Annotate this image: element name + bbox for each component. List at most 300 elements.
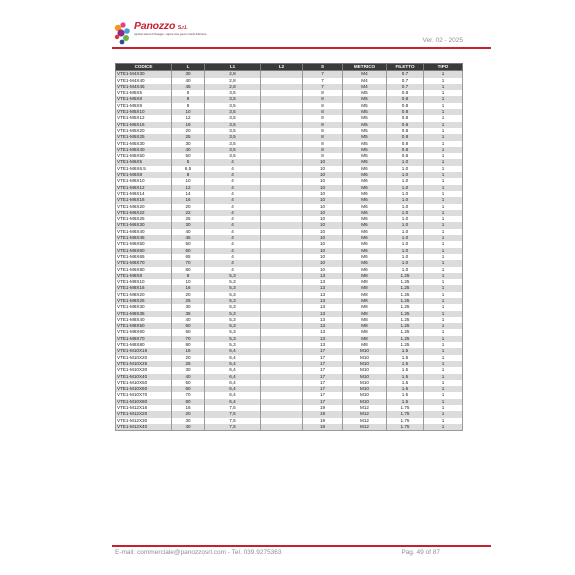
table-cell: M5	[343, 141, 387, 147]
table-cell: 1	[424, 115, 463, 121]
table-cell: M5	[343, 115, 387, 121]
table-cell: 10	[303, 210, 343, 216]
table-cell: VTE1-M10X25	[116, 361, 172, 367]
table-cell: 1	[424, 380, 463, 386]
table-cell: 50	[172, 323, 205, 329]
table-cell: 80	[172, 399, 205, 405]
table-cell: 6,4	[205, 386, 261, 392]
table-cell: VTE1-M10X70	[116, 392, 172, 398]
table-cell: 17	[303, 399, 343, 405]
table-cell: 0.8	[387, 128, 424, 134]
table-cell: M12	[343, 424, 387, 431]
table-cell: 1.5	[387, 380, 424, 386]
table-cell: 5,3	[205, 304, 261, 310]
table-cell: 8	[303, 128, 343, 134]
table-cell: M6	[343, 222, 387, 228]
table-cell: 10	[172, 109, 205, 115]
table-cell: 0.7	[387, 78, 424, 84]
table-cell: 60	[172, 329, 205, 335]
table-cell: 20	[172, 411, 205, 417]
table-cell: 40	[172, 78, 205, 84]
table-cell: 1.25	[387, 292, 424, 298]
table-cell: VTE1-M10X20	[116, 355, 172, 361]
table-cell: M8	[343, 329, 387, 335]
table-cell: 1	[424, 348, 463, 354]
table-cell: M6	[343, 178, 387, 184]
table-cell: 16	[172, 197, 205, 203]
table-cell: 1	[424, 153, 463, 159]
footer-divider	[112, 545, 491, 547]
brand-suffix: S.r.l.	[177, 25, 188, 31]
table-cell: 0.8	[387, 141, 424, 147]
table-cell: 45	[172, 84, 205, 90]
table-cell: 1.0	[387, 248, 424, 254]
table-cell: 7,5	[205, 418, 261, 424]
table-cell: 8	[303, 141, 343, 147]
table-cell: M6	[343, 172, 387, 178]
table-cell: 1	[424, 71, 463, 78]
table-cell: 10	[303, 197, 343, 203]
table-cell: VTE1-M8X20	[116, 292, 172, 298]
table-cell: 1.75	[387, 424, 424, 431]
table-cell: 4	[205, 166, 261, 172]
table-cell: M6	[343, 166, 387, 172]
table-cell: 13	[303, 298, 343, 304]
table-cell: 0.7	[387, 71, 424, 78]
table-cell: 1	[424, 424, 463, 431]
table-cell: VTE1-M8X16	[116, 285, 172, 291]
table-cell: 30	[172, 367, 205, 373]
table-cell: VTE1-M10X40	[116, 374, 172, 380]
table-cell: 2,8	[205, 78, 261, 84]
table-cell: M6	[343, 197, 387, 203]
table-cell: VTE1-M6X70	[116, 260, 172, 266]
table-cell: 1	[424, 185, 463, 191]
table-cell: VTE1-M6X80	[116, 267, 172, 273]
table-cell: 1	[424, 336, 463, 342]
table-cell: 13	[303, 323, 343, 329]
table-cell: 25	[172, 216, 205, 222]
table-cell: 1.25	[387, 311, 424, 317]
table-cell: VTE1-M8X60	[116, 329, 172, 335]
table-cell: 8	[303, 122, 343, 128]
table-cell: 10	[303, 254, 343, 260]
table-cell: 1	[424, 374, 463, 380]
table-cell: 1.0	[387, 210, 424, 216]
table-cell: 1.25	[387, 279, 424, 285]
table-cell: 1.5	[387, 392, 424, 398]
table-cell: 19	[303, 418, 343, 424]
table-cell: M6	[343, 248, 387, 254]
table-cell: 10	[303, 159, 343, 165]
table-cell: M6	[343, 254, 387, 260]
table-cell: M6	[343, 159, 387, 165]
table-cell: VTE1-M6X20	[116, 204, 172, 210]
table-cell: M6	[343, 191, 387, 197]
table-cell: 10	[303, 248, 343, 254]
column-header: S	[303, 64, 343, 71]
table-cell: 4	[205, 254, 261, 260]
table-cell: 1.0	[387, 166, 424, 172]
table-cell: 1.25	[387, 298, 424, 304]
table-cell: 1	[424, 273, 463, 279]
table-cell: 13	[303, 329, 343, 335]
column-header: L1	[205, 64, 261, 71]
table-cell: 7	[303, 71, 343, 78]
table-cell: M10	[343, 348, 387, 354]
table-cell: 4	[205, 260, 261, 266]
table-cell: 1	[424, 204, 463, 210]
table-cell: VTE1-M8X10	[116, 279, 172, 285]
table-cell: 1.25	[387, 285, 424, 291]
table-cell: 1.5	[387, 355, 424, 361]
table-cell: 1	[424, 342, 463, 348]
table-cell: 1	[424, 90, 463, 96]
document-version: Ver. 02 - 2025	[422, 37, 463, 44]
table-cell: 1	[424, 197, 463, 203]
table-cell: VTE1-M8X25	[116, 298, 172, 304]
table-cell: 10	[303, 191, 343, 197]
table-cell: 1.0	[387, 185, 424, 191]
table-cell: 1	[424, 172, 463, 178]
table-cell: 6,4	[205, 374, 261, 380]
table-cell: 6,4	[205, 380, 261, 386]
table-cell: 3,5	[205, 128, 261, 134]
table-cell: VTE1-M8X40	[116, 317, 172, 323]
table-cell: M8	[343, 298, 387, 304]
table-cell: 70	[172, 260, 205, 266]
table-cell: M10	[343, 361, 387, 367]
table-cell: 10	[303, 178, 343, 184]
table-cell: M6	[343, 260, 387, 266]
table-cell: VTE1-M5X5	[116, 90, 172, 96]
table-cell: 1	[424, 355, 463, 361]
table-cell: M10	[343, 399, 387, 405]
table-cell: 22	[172, 210, 205, 216]
table-cell: 4	[205, 210, 261, 216]
table-row	[116, 71, 463, 78]
table-cell: 1	[424, 235, 463, 241]
table-cell: VTE1-M6X30	[116, 222, 172, 228]
table-cell: 5	[172, 90, 205, 96]
table-cell: M12	[343, 418, 387, 424]
table-cell: 3,5	[205, 134, 261, 140]
table-cell: 0.8	[387, 103, 424, 109]
table-cell: M6	[343, 267, 387, 273]
table-cell: 1.0	[387, 216, 424, 222]
table-cell: VTE1-M6X25	[116, 216, 172, 222]
table-cell: VTE1-M12X40	[116, 424, 172, 431]
table-cell: 1	[424, 178, 463, 184]
table-cell: 1	[424, 298, 463, 304]
table-cell: 30	[172, 222, 205, 228]
table-cell: 6,4	[205, 392, 261, 398]
table-cell: 65	[172, 254, 205, 260]
table-cell: 1.75	[387, 405, 424, 411]
table-cell: 10	[303, 267, 343, 273]
table-cell: 8	[172, 96, 205, 102]
table-cell: 10	[303, 260, 343, 266]
table-cell: 1	[424, 128, 463, 134]
table-cell: 10	[303, 241, 343, 247]
table-cell: 6,4	[205, 355, 261, 361]
table-cell: 1	[424, 260, 463, 266]
table-cell: 13	[303, 285, 343, 291]
table-cell: 7,5	[205, 405, 261, 411]
table-cell: 10	[303, 185, 343, 191]
table-cell: 6,4	[205, 361, 261, 367]
table-cell: 1	[424, 134, 463, 140]
table-cell: 5,3	[205, 336, 261, 342]
table-cell: 1.0	[387, 254, 424, 260]
table-cell: 4	[205, 178, 261, 184]
table-cell: 1.0	[387, 159, 424, 165]
table-cell: 5,3	[205, 329, 261, 335]
table-cell: 1.5	[387, 361, 424, 367]
table-cell: 1.25	[387, 342, 424, 348]
table-cell: 1.0	[387, 172, 424, 178]
table-cell: 2,8	[205, 84, 261, 90]
table-cell: 4	[205, 204, 261, 210]
table-cell: 3,5	[205, 147, 261, 153]
table-cell: VTE1-M10X50	[116, 380, 172, 386]
table-cell: 10	[303, 235, 343, 241]
header-divider	[112, 47, 491, 49]
table-cell: 1.5	[387, 399, 424, 405]
table-cell: VTE1-M4X30	[116, 71, 172, 78]
table-cell: VTE1-M10X16	[116, 348, 172, 354]
table-cell: M10	[343, 380, 387, 386]
table-cell: 0.8	[387, 122, 424, 128]
table-cell: 0.7	[387, 84, 424, 90]
table-cell: 8	[303, 134, 343, 140]
table-cell: 13	[303, 317, 343, 323]
table-cell: 1.5	[387, 348, 424, 354]
table-cell: VTE1-M12X16	[116, 405, 172, 411]
table-cell: 4	[205, 185, 261, 191]
table-cell: 7	[303, 78, 343, 84]
table-cell: M4	[343, 78, 387, 84]
table-cell: 13	[303, 311, 343, 317]
table-cell: 25	[172, 361, 205, 367]
table-cell: M6	[343, 229, 387, 235]
table-cell: 1	[424, 399, 463, 405]
table-cell: 1.25	[387, 329, 424, 335]
table-cell: 1.25	[387, 336, 424, 342]
table-cell: 12	[172, 115, 205, 121]
table-cell: 1.5	[387, 367, 424, 373]
table-cell: M5	[343, 147, 387, 153]
table-cell: 10	[172, 178, 205, 184]
table-cell: 10	[303, 229, 343, 235]
table-cell: 1	[424, 166, 463, 172]
table-cell: 25	[172, 298, 205, 304]
table-cell: 1	[424, 405, 463, 411]
table-cell: 1	[424, 216, 463, 222]
table-cell: 40	[172, 424, 205, 431]
table-cell: VTE1-M5X8	[116, 96, 172, 102]
table-cell: 8	[172, 273, 205, 279]
table-cell: 1	[424, 84, 463, 90]
table-cell: 6,4	[205, 348, 261, 354]
table-cell: 10	[303, 172, 343, 178]
table-cell: 10	[303, 166, 343, 172]
table-cell: 45	[172, 235, 205, 241]
table-cell: VTE1-M4X45	[116, 84, 172, 90]
table-cell: 1	[424, 103, 463, 109]
table-cell: 7	[303, 84, 343, 90]
table-cell: VTE1-M5X16	[116, 122, 172, 128]
table-cell: 1	[424, 191, 463, 197]
table-cell: 70	[172, 336, 205, 342]
table-cell: 3,5	[205, 103, 261, 109]
table-cell: 1	[424, 361, 463, 367]
table-row	[116, 424, 463, 431]
table-cell: 5,3	[205, 285, 261, 291]
table-cell: VTE1-M8X8	[116, 273, 172, 279]
table-cell: M8	[343, 317, 387, 323]
table-cell: 17	[303, 367, 343, 373]
table-cell: 8	[303, 103, 343, 109]
table-cell: 17	[303, 348, 343, 354]
table-cell: 50	[172, 380, 205, 386]
table-cell: VTE1-M6X12	[116, 185, 172, 191]
table-cell: 1	[424, 367, 463, 373]
table-cell: 1.75	[387, 418, 424, 424]
table-cell: VTE1-M10X60	[116, 386, 172, 392]
column-header: CODICE	[116, 64, 172, 71]
table-cell: M5	[343, 96, 387, 102]
table-cell: M8	[343, 279, 387, 285]
table-cell: 1.0	[387, 235, 424, 241]
table-cell: M8	[343, 342, 387, 348]
table-cell: 3,5	[205, 115, 261, 121]
table-cell: 1	[424, 317, 463, 323]
table-cell: 3,5	[205, 96, 261, 102]
table-cell: 1	[424, 386, 463, 392]
table-cell: VTE1-M5X25	[116, 134, 172, 140]
table-cell: 0.8	[387, 109, 424, 115]
table-cell: M5	[343, 122, 387, 128]
table-cell: 4	[205, 222, 261, 228]
table-cell: 10	[303, 222, 343, 228]
table-cell: VTE1-M6X60	[116, 248, 172, 254]
table-cell: VTE1-M12X30	[116, 418, 172, 424]
table-cell: 10	[172, 279, 205, 285]
table-cell: M5	[343, 109, 387, 115]
table-cell: 8	[303, 153, 343, 159]
brand-tagline: ogniweb sistemi di fissaggio - ragione viste guerre ricambi bulloneria	[134, 33, 207, 36]
table-cell: VTE1-M5X20	[116, 128, 172, 134]
table-cell: M10	[343, 355, 387, 361]
column-header: TIPO	[424, 64, 463, 71]
table-cell: M8	[343, 273, 387, 279]
table-cell: 1	[424, 229, 463, 235]
table-cell	[261, 424, 303, 431]
table-cell: 1	[424, 159, 463, 165]
table-cell: 3,5	[205, 109, 261, 115]
table-cell: 40	[172, 229, 205, 235]
table-cell: 1.0	[387, 229, 424, 235]
table-cell: 1	[424, 241, 463, 247]
table-cell: VTE1-M6X14	[116, 191, 172, 197]
table-cell: 1	[424, 311, 463, 317]
table-cell: 1.5	[387, 386, 424, 392]
table-cell: M5	[343, 90, 387, 96]
table-cell: M8	[343, 292, 387, 298]
table-cell: M6	[343, 185, 387, 191]
table-cell: VTE1-M6X45	[116, 235, 172, 241]
brand-name: Panozzo S.r.l.	[134, 20, 188, 32]
table-cell: 1	[424, 267, 463, 273]
table-cell: M8	[343, 304, 387, 310]
table-body	[116, 71, 463, 431]
table-cell: 5,3	[205, 292, 261, 298]
table-cell: M8	[343, 323, 387, 329]
table-cell: 30	[172, 418, 205, 424]
table-cell: 13	[303, 342, 343, 348]
table-cell: 19	[303, 424, 343, 431]
table-cell: VTE1-M6X8	[116, 172, 172, 178]
product-table	[115, 63, 463, 431]
table-cell: VTE1-M6X40	[116, 229, 172, 235]
table-cell: M6	[343, 204, 387, 210]
table-cell: 35	[172, 311, 205, 317]
table-cell: 4	[205, 267, 261, 273]
table-cell: VTE1-M6X5	[116, 159, 172, 165]
table-cell: VTE1-M8X80	[116, 342, 172, 348]
table-cell: M6	[343, 216, 387, 222]
table-cell: 6,4	[205, 367, 261, 373]
table-cell: VTE1-M5X10	[116, 109, 172, 115]
table-cell: 1	[424, 304, 463, 310]
table-cell: 60	[172, 386, 205, 392]
table-cell: 70	[172, 392, 205, 398]
table-cell: VTE1-M4X40	[116, 78, 172, 84]
table-cell: 1.25	[387, 317, 424, 323]
table-cell: 1	[424, 411, 463, 417]
table-cell: 40	[172, 317, 205, 323]
table-cell: VTE1-M6X16	[116, 197, 172, 203]
table-header-row	[116, 64, 463, 71]
column-header: L	[172, 64, 205, 71]
table-cell: 50	[172, 241, 205, 247]
table-cell: 4	[205, 241, 261, 247]
table-cell: VTE1-M5X50	[116, 153, 172, 159]
table-cell: 1	[424, 279, 463, 285]
table-cell: 1	[424, 78, 463, 84]
table-cell: 3,5	[205, 153, 261, 159]
table-cell: 1	[424, 254, 463, 260]
table-cell: VTE1-M6X6.5	[116, 166, 172, 172]
table-cell: M4	[343, 84, 387, 90]
table-cell: 20	[172, 128, 205, 134]
table-cell: 1	[424, 96, 463, 102]
table-cell: VTE1-M6X10	[116, 178, 172, 184]
table-cell: M8	[343, 285, 387, 291]
table-cell: 16	[172, 405, 205, 411]
table-cell: 1	[424, 292, 463, 298]
table-cell: 14	[172, 191, 205, 197]
table-cell: M10	[343, 392, 387, 398]
table-cell: M5	[343, 134, 387, 140]
table-cell: 4	[205, 235, 261, 241]
table-cell: 17	[303, 392, 343, 398]
table-cell: 1	[424, 222, 463, 228]
table-cell: 17	[303, 374, 343, 380]
table-cell: 30	[172, 304, 205, 310]
table-cell: VTE1-M12X20	[116, 411, 172, 417]
